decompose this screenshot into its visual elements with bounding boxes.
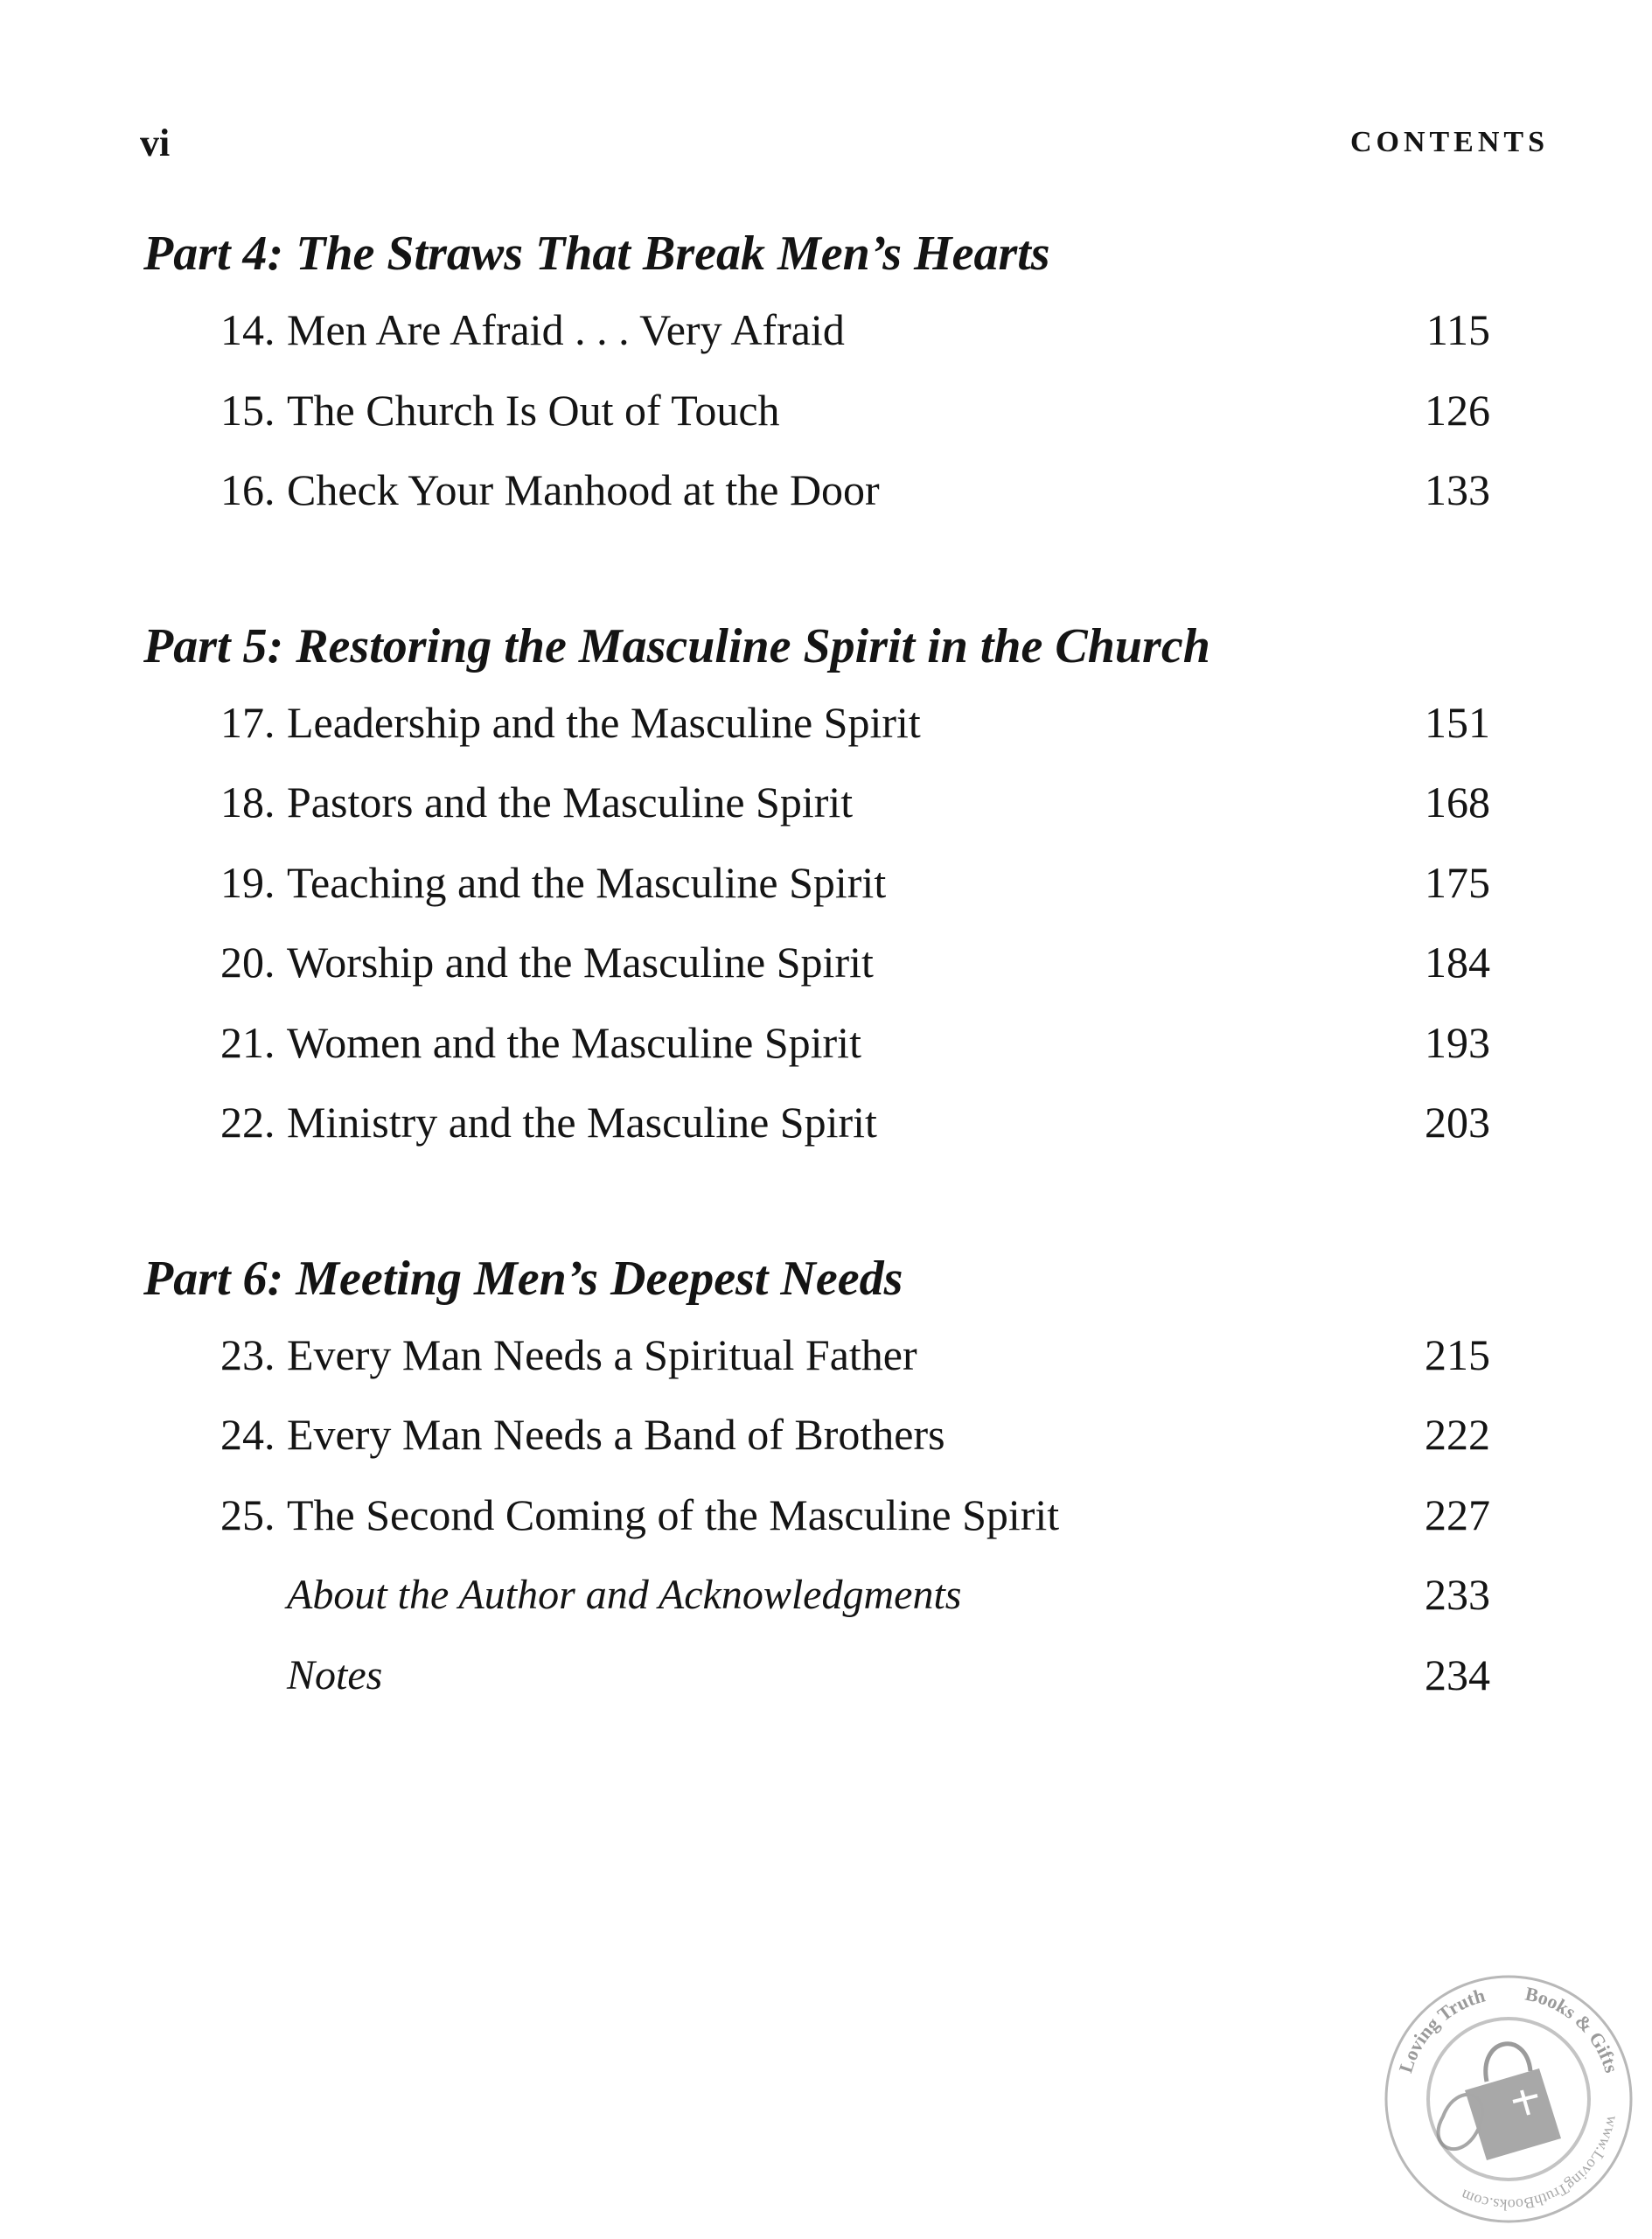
page-ref: 215 bbox=[1425, 1329, 1490, 1379]
page-ref: 234 bbox=[1425, 1650, 1490, 1699]
back-matter-title: About the Author and Acknowledgments bbox=[287, 1572, 962, 1618]
chapter-title: Men Are Afraid . . . Very Afraid bbox=[287, 305, 845, 354]
chapter-title: The Church Is Out of Touch bbox=[287, 385, 780, 435]
chapter-number: 21. bbox=[220, 1017, 275, 1067]
toc-entry bbox=[143, 290, 1490, 371]
table-of-contents bbox=[143, 217, 1490, 1794]
stamp-text-right: www.LovingTruthBooks.com bbox=[1458, 2114, 1622, 2215]
chapter-number: 16. bbox=[220, 465, 275, 514]
part-heading: Part 4: The Straws That Break Men’s Hearts bbox=[143, 227, 1050, 281]
toc-entry-back-matter bbox=[143, 1555, 1490, 1636]
running-head bbox=[140, 121, 1549, 164]
chapter-number: 19. bbox=[220, 857, 275, 907]
page-ref: 151 bbox=[1425, 697, 1490, 747]
chapter-number: 18. bbox=[220, 778, 275, 827]
chapter-title: Worship and the Masculine Spirit bbox=[287, 938, 874, 987]
toc-entry-back-matter bbox=[143, 1636, 1490, 1716]
toc-entry bbox=[143, 1315, 1490, 1396]
page-ref: 203 bbox=[1425, 1098, 1490, 1147]
toc-entry bbox=[143, 763, 1490, 843]
page-ref: 227 bbox=[1425, 1489, 1490, 1539]
page-ref: 233 bbox=[1425, 1570, 1490, 1619]
stamp-text-top: Books & Gifts bbox=[1523, 1982, 1623, 2075]
page-number: vi bbox=[140, 122, 171, 164]
toc-entry bbox=[143, 1475, 1490, 1556]
chapter-title: Every Man Needs a Band of Brothers bbox=[287, 1410, 945, 1459]
page-ref: 126 bbox=[1425, 385, 1490, 435]
seller-watermark-stamp bbox=[1373, 1959, 1644, 2230]
chapter-number: 24. bbox=[220, 1410, 275, 1459]
back-matter-title: Notes bbox=[287, 1651, 383, 1698]
toc-entry bbox=[143, 450, 1490, 531]
toc-entry bbox=[143, 1395, 1490, 1475]
part-4 bbox=[143, 217, 1490, 531]
toc-entry bbox=[143, 1083, 1490, 1163]
chapter-title: Pastors and the Masculine Spirit bbox=[287, 778, 854, 827]
page-ref: 175 bbox=[1425, 857, 1490, 907]
chapter-number: 25. bbox=[220, 1489, 275, 1539]
chapter-title: Every Man Needs a Spiritual Father bbox=[287, 1329, 917, 1379]
chapter-title: The Second Coming of the Masculine Spirit bbox=[287, 1489, 1060, 1539]
chapter-number: 14. bbox=[220, 305, 275, 354]
chapter-title: Leadership and the Masculine Spirit bbox=[287, 697, 921, 747]
part-6 bbox=[143, 1242, 1490, 1716]
chapter-number: 17. bbox=[220, 697, 275, 747]
part-heading: Part 6: Meeting Men’s Deepest Needs bbox=[143, 1251, 903, 1306]
toc-entry bbox=[143, 923, 1490, 1003]
section-title: CONTENTS bbox=[1349, 126, 1549, 158]
chapter-number: 22. bbox=[220, 1098, 275, 1147]
chapter-title: Teaching and the Masculine Spirit bbox=[287, 857, 887, 907]
page-ref: 184 bbox=[1425, 938, 1490, 987]
toc-entry bbox=[143, 371, 1490, 451]
page-ref: 133 bbox=[1425, 465, 1490, 514]
part-5 bbox=[143, 610, 1490, 1163]
page-ref: 222 bbox=[1425, 1410, 1490, 1459]
page-ref: 168 bbox=[1425, 778, 1490, 827]
chapter-title: Check Your Manhood at the Door bbox=[287, 465, 880, 514]
chapter-number: 23. bbox=[220, 1329, 275, 1379]
chapter-title: Women and the Masculine Spirit bbox=[287, 1017, 861, 1067]
page-ref: 193 bbox=[1425, 1017, 1490, 1067]
page-ref: 115 bbox=[1425, 305, 1490, 354]
chapter-title: Ministry and the Masculine Spirit bbox=[287, 1098, 877, 1147]
chapter-number: 20. bbox=[220, 938, 275, 987]
toc-entry bbox=[143, 683, 1490, 764]
stamp-text-left: Loving Truth bbox=[1394, 1984, 1488, 2075]
chapter-number: 15. bbox=[220, 385, 275, 435]
toc-entry bbox=[143, 843, 1490, 924]
gift-bag-icon bbox=[1439, 2044, 1561, 2160]
toc-entry bbox=[143, 1003, 1490, 1084]
part-heading: Part 5: Restoring the Masculine Spirit in the Church bbox=[143, 618, 1210, 673]
